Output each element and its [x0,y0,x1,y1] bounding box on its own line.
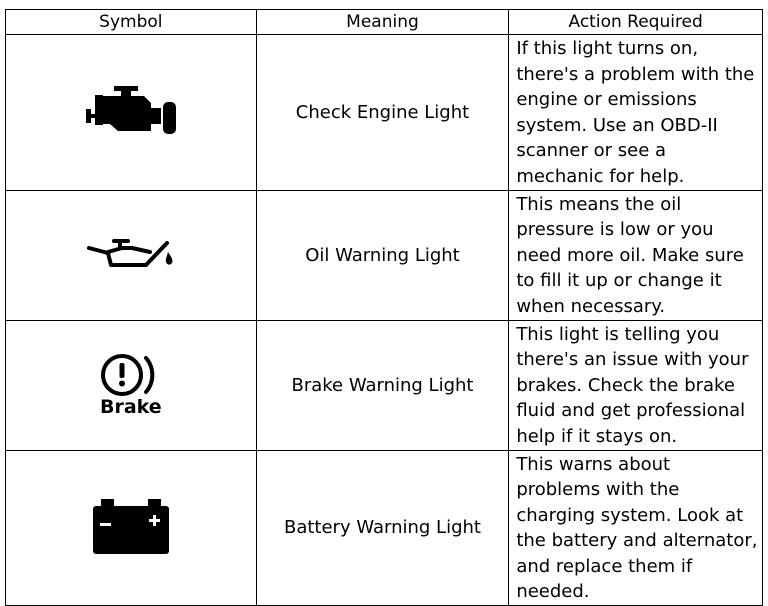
action-cell: If this light turns on, there's a problem with the engine or emissions system. Use an OBD-II scanner or see a mechanic for help. [509,35,763,191]
action-cell: This warns about problems with the charging system. Look at the battery and alternator, and replace them if needed. [509,450,763,606]
meaning-cell: Brake Warning Light [256,320,509,450]
table-row [6,190,763,320]
table-row [6,450,763,606]
battery-icon [91,499,171,557]
symbol-cell [6,320,257,450]
check-engine-icon [86,84,176,140]
symbol-cell [6,35,257,191]
symbol-cell [6,190,257,320]
table-row [6,35,763,191]
meaning-cell: Oil Warning Light [256,190,509,320]
action-cell: This light is telling you there's an issue with your brakes. Check the brake fluid and get professional help if it stays on. [509,320,763,450]
header-symbol: Symbol [6,10,257,35]
brake-warning-icon [98,352,164,398]
symbol-cell [6,450,257,606]
meaning-cell: Check Engine Light [256,35,509,191]
meaning-cell: Battery Warning Light [256,450,509,606]
oil-can-icon [86,235,176,275]
header-row [6,10,763,35]
action-cell: This means the oil pressure is low or you need more oil. Make sure to fill it up or change it when necessary. [509,190,763,320]
header-action: Action Required [509,10,763,35]
header-meaning: Meaning [256,10,509,35]
warning-lights-table [5,9,763,606]
table-row [6,320,763,450]
brake-icon-label: Brake [99,396,162,419]
